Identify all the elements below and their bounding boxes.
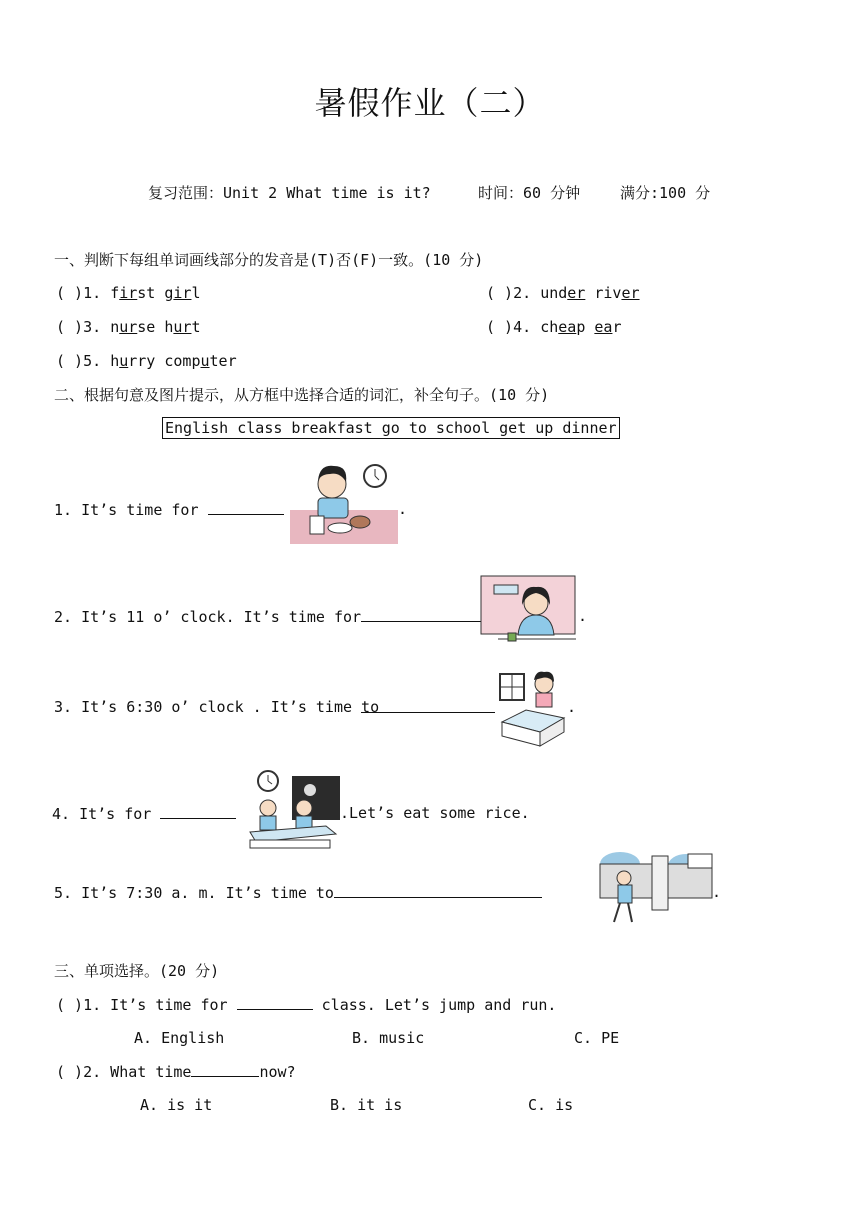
answer-blank[interactable] (160, 804, 236, 819)
item-number: 1. (83, 284, 102, 302)
period: . (567, 698, 577, 716)
option-c[interactable]: C. is (528, 1096, 574, 1114)
review-scope: 复习范围：Unit 2 What time is it? (148, 184, 431, 202)
question-text: 1. It’s time for (83, 996, 228, 1014)
answer-paren[interactable]: ( ) (56, 284, 84, 302)
option-a[interactable]: A. English (134, 1029, 225, 1047)
question-text: now? (259, 1063, 296, 1081)
section3-heading: 三、单项选择。(20 分) (54, 962, 220, 980)
question-text: 3. It’s 6:30 o’ clock . It’s time (54, 698, 353, 716)
dinner-picture (246, 770, 344, 850)
word: hurt (164, 318, 201, 336)
item-number: 2. (513, 284, 532, 302)
word: cheap (540, 318, 586, 336)
section1-heading: 一、判断下每组单词画线部分的发音是(T)否(F)一致。(10 分) (54, 251, 484, 269)
list-item (486, 318, 621, 336)
full-score: 满分:100 分 (620, 184, 711, 202)
question-1 (54, 500, 284, 519)
section2-heading: 二、根据句意及图片提示，从方框中选择合适的词汇，补全句子。(10 分) (54, 386, 550, 404)
answer-blank[interactable]: to (361, 698, 495, 713)
answer-blank[interactable] (237, 995, 313, 1010)
question-text: 1. It’s time for (54, 501, 199, 519)
word: girl (164, 284, 201, 302)
boy-breakfast-picture (290, 458, 400, 546)
item-number: 5. (83, 352, 102, 370)
word: ear (594, 318, 622, 336)
mc-question-2 (56, 1062, 296, 1081)
question-text: 5. It’s 7:30 a. m. It’s time to (54, 884, 334, 902)
word: under (540, 284, 586, 302)
answer-paren[interactable]: ( ) (56, 996, 84, 1014)
option-b[interactable]: B. music (352, 1029, 425, 1047)
answer-blank[interactable] (361, 607, 481, 622)
answer-blank[interactable] (208, 500, 284, 515)
question-4 (52, 804, 236, 823)
word: computer (164, 352, 237, 370)
word-box: English class breakfast go to school get up dinner (162, 417, 620, 439)
exam-time: 时间：60 分钟 (478, 184, 581, 202)
period: . (578, 607, 588, 625)
word: first (110, 284, 156, 302)
word: river (594, 284, 640, 302)
item-number: 4. (513, 318, 532, 336)
answer-blank[interactable] (334, 883, 542, 898)
girl-wakeup-picture (496, 666, 572, 748)
option-a[interactable]: A. is it (140, 1096, 213, 1114)
list-item (486, 284, 640, 302)
answer-paren[interactable]: ( ) (56, 1063, 84, 1081)
answer-paren[interactable]: ( ) (486, 284, 514, 302)
period: . (712, 883, 722, 901)
question-3 (54, 698, 495, 716)
question-2 (54, 607, 481, 626)
word: nurse (110, 318, 156, 336)
answer-paren[interactable]: ( ) (486, 318, 514, 336)
question-5 (54, 883, 542, 902)
word: hurry (110, 352, 156, 370)
answer-paren[interactable]: ( ) (56, 318, 84, 336)
question-text: 4. It’s for (52, 805, 152, 823)
question-text: 2. What time (83, 1063, 192, 1081)
answer-paren[interactable]: ( ) (56, 352, 84, 370)
list-item (56, 284, 201, 302)
period: . (398, 500, 408, 518)
question-text: 2. It’s 11 o’ clock. It’s time for (54, 608, 362, 626)
question-text: class. Let’s jump and run. (321, 996, 557, 1014)
teacher-picture (480, 575, 578, 655)
answer-blank[interactable] (191, 1062, 259, 1077)
mc-question-1 (56, 995, 556, 1014)
list-item (56, 352, 237, 370)
option-c[interactable]: C. PE (574, 1029, 620, 1047)
item-number: 3. (83, 318, 102, 336)
option-b[interactable]: B. it is (330, 1096, 403, 1114)
question-4-tail: .Let’s eat some rice. (340, 804, 530, 822)
list-item (56, 318, 201, 336)
school-picture (596, 850, 716, 930)
page-title: 暑假作业（二） (314, 84, 546, 122)
